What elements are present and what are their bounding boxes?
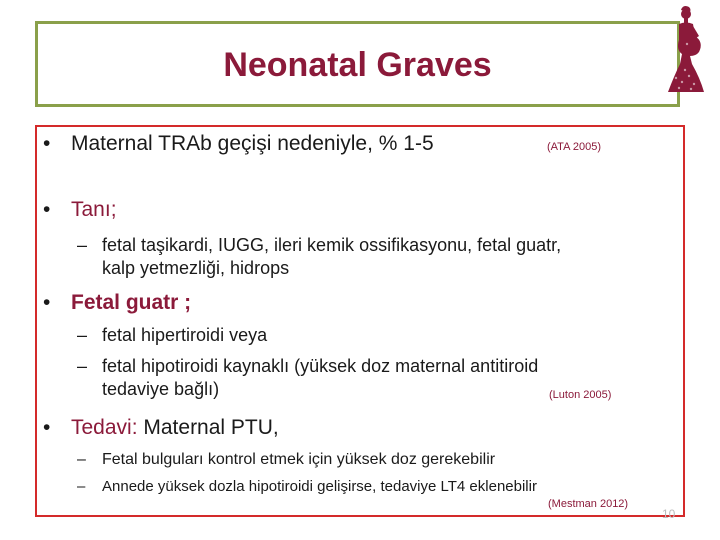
bullet-heading: Tedavi:: [71, 416, 138, 439]
bullet-heading: Fetal guatr ;: [71, 291, 192, 314]
reference: (Luton 2005): [549, 389, 612, 401]
sub-bullet-text: Annede yüksek dozla hipotiroidi gelişirse, tedaviye LT4 eklenebilir: [102, 478, 537, 495]
bullet-glyph: •: [43, 132, 51, 155]
dash-glyph: –: [77, 451, 86, 468]
bullet-glyph: •: [43, 291, 51, 314]
bullet-heading: Tanı;: [71, 198, 117, 221]
title-box: [35, 21, 680, 107]
sub-bullet-text: Fetal bulguları kontrol etmek için yüksek doz gerekebilir: [102, 451, 496, 468]
dash-glyph: –: [77, 478, 86, 495]
sub-bullet-text: fetal hipertiroidi veya: [102, 325, 268, 345]
dash-glyph: –: [77, 235, 88, 255]
sub-bullet-text: fetal taşikardi, IUGG, ileri kemik ossifikasyonu, fetal guatr,: [102, 235, 562, 255]
bullet-glyph: •: [43, 198, 51, 221]
pregnant-woman-icon: [662, 2, 708, 94]
bullet-glyph: •: [43, 416, 51, 439]
reference: (Mestman 2012): [548, 498, 629, 510]
reference: (ATA 2005): [547, 141, 602, 153]
sub-bullet-text: fetal hipotiroidi kaynaklı (yüksek doz maternal antitiroid: [102, 356, 539, 376]
sub-bullet-text: tedaviye bağlı): [102, 379, 220, 399]
page-number: 10: [662, 507, 676, 521]
slide-title: Neonatal Graves: [223, 46, 492, 84]
sub-bullet-text: kalp yetmezliği, hidrops: [102, 258, 290, 278]
bullet-text-tail: Maternal PTU,: [137, 416, 279, 439]
dash-glyph: –: [77, 325, 88, 345]
bullet-text: [71, 416, 279, 440]
dash-glyph: –: [77, 356, 88, 376]
bullet-text: Maternal TRAb geçişi nedeniyle, % 1-5: [71, 132, 434, 155]
